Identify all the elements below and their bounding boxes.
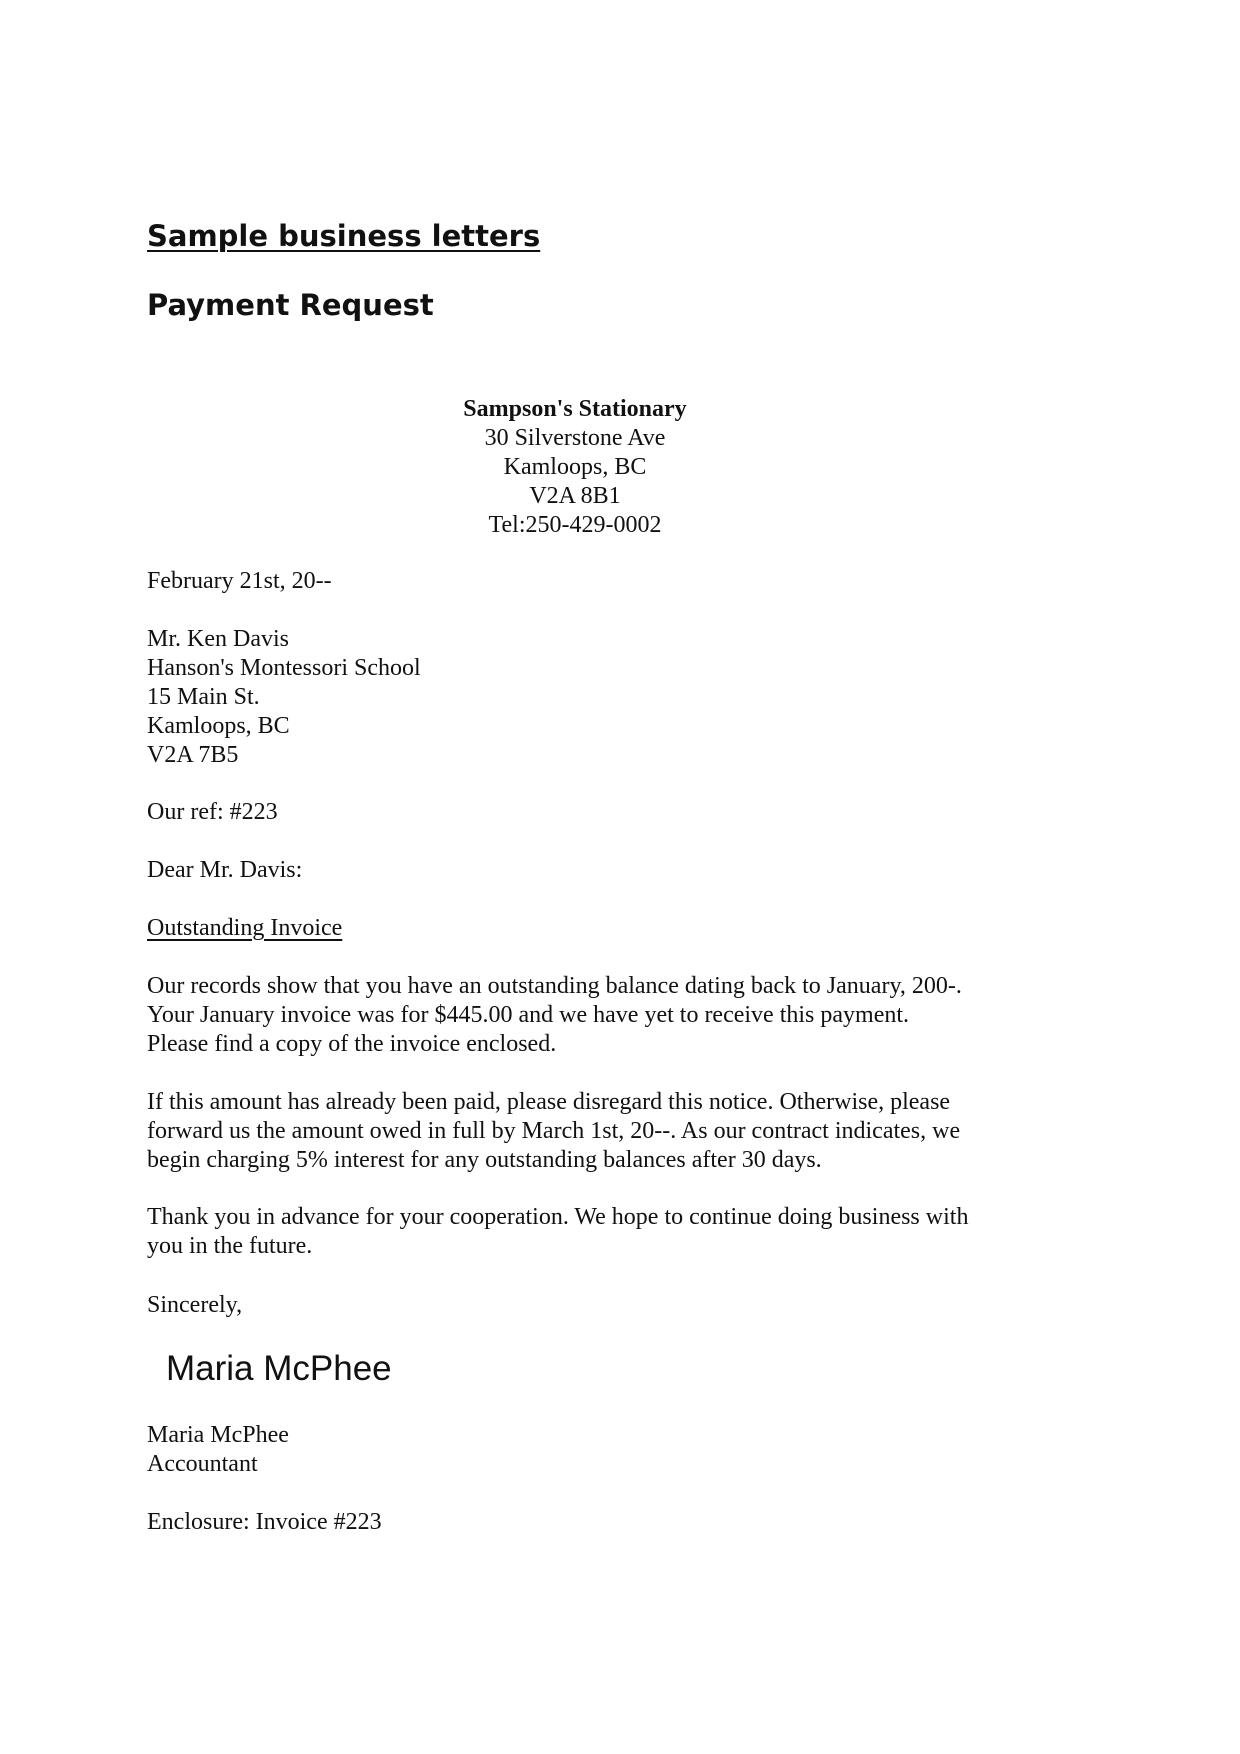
subject-line: Outstanding Invoice [147, 915, 343, 941]
subject-block [147, 914, 1047, 943]
paragraph-3-line-2: you in the future. [147, 1233, 313, 1259]
letter-date: February 21st, 20-- [147, 568, 332, 594]
document-title: Sample business letters [147, 219, 541, 253]
reference-block [147, 798, 1047, 827]
signer-title: Accountant [147, 1451, 258, 1477]
enclosure-block [147, 1508, 1047, 1537]
enclosure: Enclosure: Invoice #223 [147, 1509, 382, 1535]
sender-city: Kamloops, BC [503, 454, 647, 480]
paragraph-2-line-3: begin charging 5% interest for any outstanding balances after 30 days. [147, 1147, 822, 1173]
paragraph-2-line-2: forward us the amount owed in full by March 1st, 20--. As our contract indicates, we [147, 1118, 961, 1144]
recipient-city: Kamloops, BC [147, 713, 290, 739]
salutation-block [147, 856, 1047, 885]
recipient-postal: V2A 7B5 [147, 742, 239, 768]
paragraph-1-line-1: Our records show that you have an outstanding balance dating back to January, 200-. [147, 973, 962, 999]
recipient-organization: Hanson's Montessori School [147, 655, 421, 681]
paragraph-1 [147, 972, 1047, 1059]
sender-phone: Tel:250-429-0002 [488, 512, 662, 538]
document-subtitle: Payment Request [147, 288, 434, 322]
paragraph-1-line-2: Your January invoice was for $445.00 and we have yet to receive this payment. [147, 1002, 910, 1028]
paragraph-1-line-3: Please find a copy of the invoice enclosed. [147, 1031, 557, 1057]
paragraph-3 [147, 1203, 1047, 1261]
reference-number: Our ref: #223 [147, 799, 278, 825]
paragraph-3-line-1: Thank you in advance for your cooperation. We hope to continue doing business with [147, 1204, 969, 1230]
recipient-street: 15 Main St. [147, 684, 260, 710]
paragraph-2-line-1: If this amount has already been paid, please disregard this notice. Otherwise, please [147, 1089, 951, 1115]
sender-company: Sampson's Stationary [463, 396, 687, 422]
signature: Maria McPhee [166, 1349, 392, 1388]
recipient-name: Mr. Ken Davis [147, 626, 289, 652]
closing-block [147, 1291, 1047, 1320]
signer-block [147, 1421, 1047, 1479]
recipient-address-block [147, 625, 1047, 770]
letter-date-block [147, 567, 1047, 596]
sender-postal: V2A 8B1 [529, 483, 621, 509]
salutation: Dear Mr. Davis: [147, 857, 303, 883]
paragraph-2 [147, 1088, 1047, 1175]
sender-address-block [330, 395, 820, 540]
sender-street: 30 Silverstone Ave [484, 425, 666, 451]
signer-name: Maria McPhee [147, 1422, 289, 1448]
closing: Sincerely, [147, 1292, 243, 1318]
